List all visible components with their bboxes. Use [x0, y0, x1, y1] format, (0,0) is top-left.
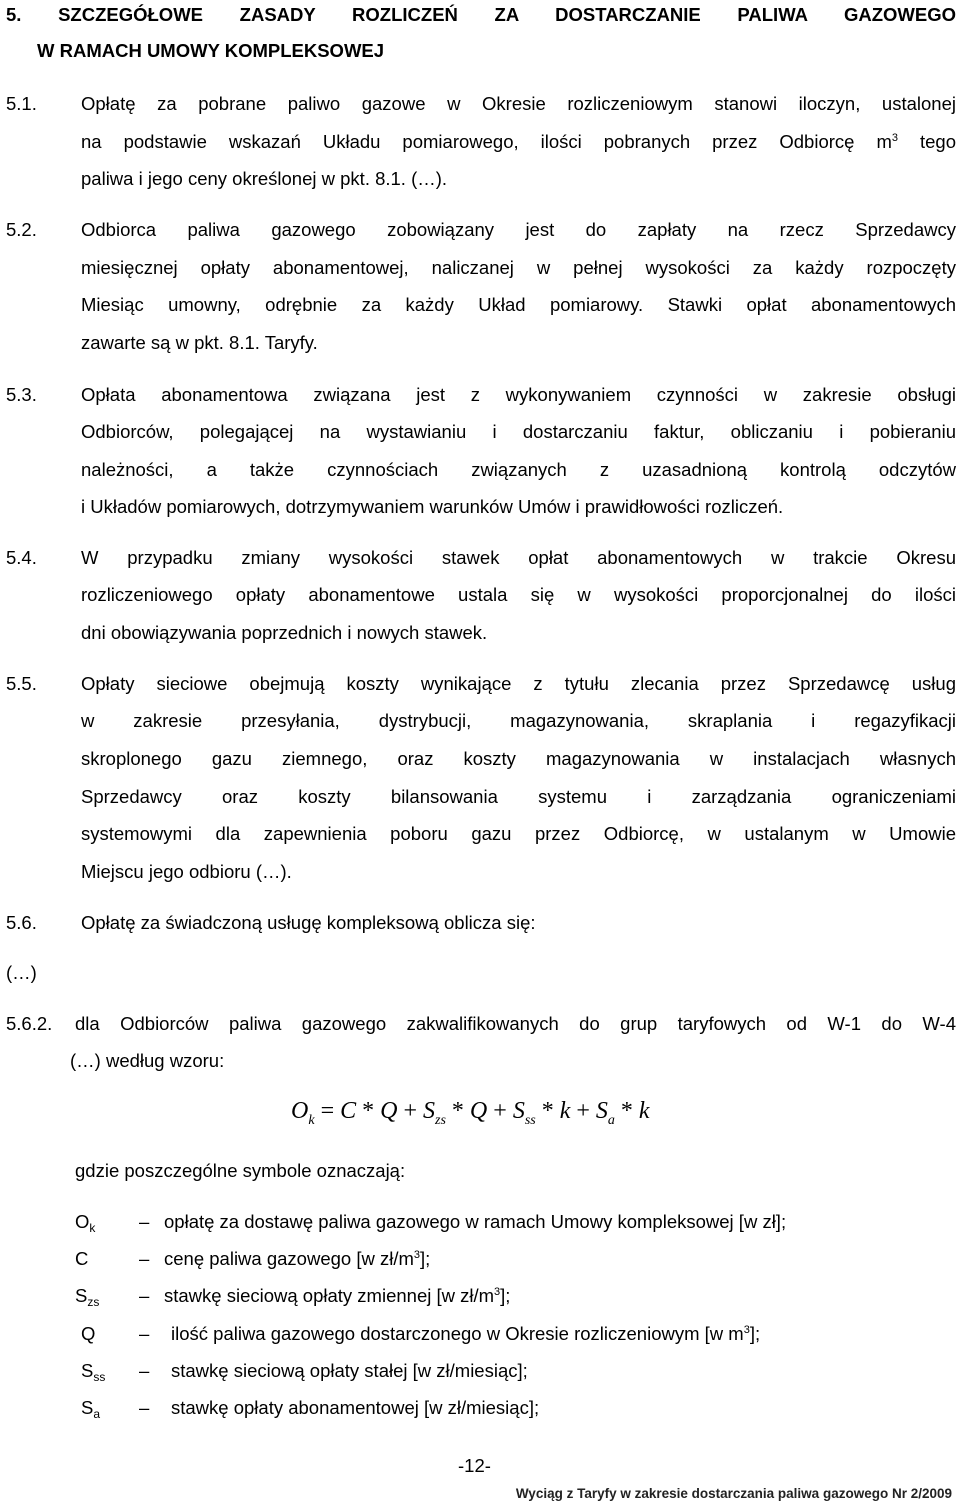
p562-line-1: dla Odbiorców paliwa gazowego zakwalifikowanych do grup taryfowych od W-1 do W-4 [75, 1013, 956, 1034]
symbol-description: stawkę sieciową opłaty stałej [w zł/miesiąc]; [171, 1360, 528, 1381]
p52-line-4: zawarte są w pkt. 8.1. Taryfy. [81, 332, 318, 353]
page-number: -12- [458, 1455, 491, 1476]
section-heading [6, 4, 956, 26]
p55-line-4: Sprzedawcy oraz koszty bilansowania systemu i zarządzania ograniczeniami [81, 786, 956, 807]
symbol-szs: $S_{zs}$ [75, 1285, 100, 1309]
symbol-sa: $S_a$ [81, 1397, 101, 1421]
paragraph-number-5-3: 5.3. [6, 384, 37, 405]
symbol-description: ilość paliwa gazowego dostarczonego w Okresie rozliczeniowym [w $m^3$]; [171, 1323, 761, 1344]
symbol-description: stawkę opłaty abonamentowej [w zł/miesiąc]; [171, 1397, 540, 1418]
heading-line-2: W RAMACH UMOWY KOMPLEKSOWEJ [37, 40, 385, 61]
symbol-dash: – [139, 1211, 150, 1232]
symbol-description: opłatę za dostawę paliwa gazowego w ramach Umowy kompleksowej [w zł]; [164, 1211, 787, 1232]
p52-line-3: Miesiąc umowny, odrębnie za każdy Układ pomiarowy. Stawki opłat abonamentowych [81, 294, 956, 315]
symbol-q: Q [81, 1323, 96, 1344]
p52-line-1: Odbiorca paliwa gazowego zobowiązany jest do zapłaty na rzecz Sprzedawcy [81, 219, 956, 240]
p55-line-2: w zakresie przesyłania, dystrybucji, magazynowania, skraplania i regazyfikacji [81, 710, 956, 731]
symbol-dash: – [139, 1397, 150, 1418]
symbol-description: stawkę sieciową opłaty zmiennej [w $zł/m^3$]; [164, 1285, 511, 1306]
p54-line-1: W przypadku zmiany wysokości stawek opłat abonamentowych w trakcie Okresu [81, 547, 956, 568]
paragraph-number-5-1: 5.1. [6, 93, 37, 114]
p54-line-2: rozliczeniowego opłaty abonamentowe ustala się w wysokości proporcjonalnej do ilości [81, 584, 956, 605]
p562-line-2: (…) według wzoru: [70, 1050, 225, 1071]
symbol-dash: – [139, 1248, 150, 1269]
symbol-description: cenę paliwa gazowego [w $zł/m^3$]; [164, 1248, 431, 1269]
heading-line-1: 5. SZCZEGÓŁOWE ZASADY ROZLICZEŃ ZA DOSTARCZANIE PALIWA GAZOWEGO [6, 4, 956, 25]
p56-text: Opłatę za świadczoną usługę kompleksową oblicza się: [81, 912, 536, 933]
symbol-sss: $S_{ss}$ [81, 1360, 106, 1384]
paragraph-number-5-6: 5.6. [6, 912, 37, 933]
p53-line-4: i Układów pomiarowych, dotrzymywaniem warunków Umów i prawidłowości rozliczeń. [81, 496, 784, 517]
symbol-ok: $O_k$ [75, 1211, 96, 1235]
symbol-dash: – [139, 1285, 150, 1306]
p53-line-2: Odbiorców, polegającej na wystawianiu i dostarczaniu faktur, obliczaniu i pobieraniu [81, 421, 956, 442]
symbol-dash: – [139, 1323, 150, 1344]
p51-line-3: paliwa i jego ceny określonej w pkt. 8.1. (…). [81, 168, 448, 189]
p52-line-2: miesięcznej opłaty abonamentowej, naliczanej w pełnej wysokości za każdy rozpoczęty [81, 257, 956, 278]
omission-mark: (…) [6, 962, 37, 983]
billing-formula: $O_k = C * Q + S_{zs} * Q + S_{ss} * k + S_a * k$ [291, 1098, 650, 1128]
p51-line-1: Opłatę za pobrane paliwo gazowe w Okresie rozliczeniowym stanowi iloczyn, ustalonej [81, 93, 956, 114]
symbol-dash: – [139, 1360, 150, 1381]
symbols-intro: gdzie poszczególne symbole oznaczają: [75, 1160, 406, 1181]
p51-line-2: na podstawie wskazań Układu pomiarowego, ilości pobranych przez Odbiorcę $m^3$ tego [81, 131, 956, 152]
paragraph-number-5-5: 5.5. [6, 673, 37, 694]
p53-line-1: Opłata abonamentowa związana jest z wykonywaniem czynności w zakresie obsługi [81, 384, 956, 405]
p55-line-1: Opłaty sieciowe obejmują koszty wynikające z tytułu zlecania przez Sprzedawcę usług [81, 673, 956, 694]
p55-line-3: skroplonego gazu ziemnego, oraz koszty magazynowania w instalacjach własnych [81, 748, 956, 769]
p53-line-3: należności, a także czynnościach związanych z uzasadnioną kontrolą odczytów [81, 459, 956, 480]
paragraph-number-5-2: 5.2. [6, 219, 37, 240]
footer-text: Wyciąg z Taryfy w zakresie dostarczania paliwa gazowego Nr 2/2009 [515, 1486, 952, 1501]
p55-line-6: Miejscu jego odbioru (…). [81, 861, 292, 882]
paragraph-number-5-6-2: 5.6.2. [6, 1013, 53, 1034]
p54-line-3: dni obowiązywania poprzednich i nowych stawek. [81, 622, 488, 643]
paragraph-number-5-4: 5.4. [6, 547, 37, 568]
p55-line-5: systemowymi dla zapewnienia poboru gazu przez Odbiorcę, w ustalanym w Umowie [81, 823, 956, 844]
symbol-c: C [75, 1248, 89, 1269]
